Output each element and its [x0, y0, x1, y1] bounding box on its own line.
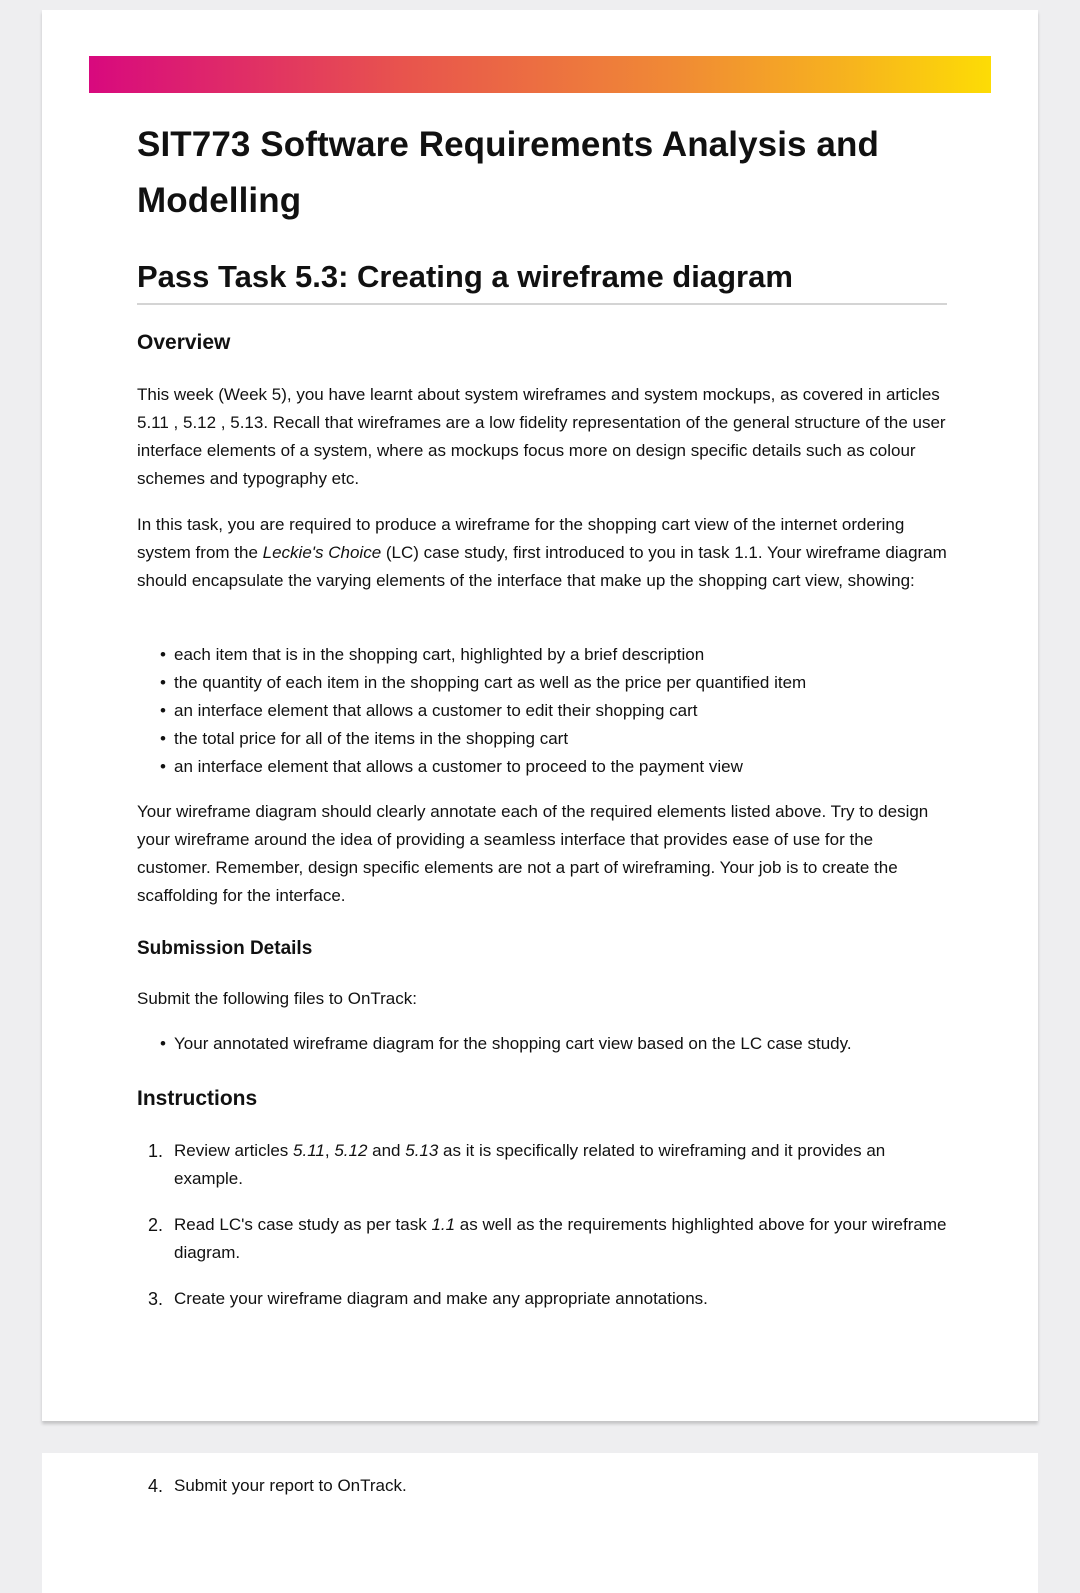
- instruction-step-2: 2. Read LC's case study as per task 1.1 as well as the requirements highlighted above for your wireframe diagram.: [148, 1215, 947, 1262]
- header-gradient-bar: [89, 56, 991, 93]
- overview-paragraph-1: This week (Week 5), you have learnt about system wireframes and system mockups, as covered in articles 5.11 , 5.12 , 5.13. Recall that wireframes are a low fidelity representation of the general structure of the user interface elements of a system, where as mockups focus more on design specific details such as colour schemes and typography etc.: [137, 385, 946, 488]
- overview-paragraph-2: In this task, you are required to produce a wireframe for the shopping cart view of the internet ordering system from the Leckie's Choice (LC) case study, first introduced to you in task 1.1. Your wireframe diagram should encapsulate the varying elements of the interface that make up the shopping cart view, showing:: [137, 515, 947, 590]
- instructions-heading: Instructions: [137, 1087, 258, 1110]
- task-title: Pass Task 5.3: Creating a wireframe diagram: [137, 257, 947, 305]
- submission-list: [137, 1030, 947, 1058]
- overview-heading: Overview: [137, 331, 231, 354]
- instruction-step-3: 3. Create your wireframe diagram and make any appropriate annotations.: [148, 1289, 708, 1309]
- instruction-step-1: 1. Review articles 5.11, 5.12 and 5.13 as it is specifically related to wireframing and it provides an example.: [148, 1141, 886, 1188]
- list-item: • the quantity of each item in the shopping cart as well as the price per quantified item: [137, 669, 947, 697]
- submission-heading: Submission Details: [137, 938, 313, 959]
- instruction-step-4: 4. Submit your report to OnTrack.: [148, 1476, 407, 1496]
- instructions-list: [137, 1137, 947, 1193]
- list-item: • Your annotated wireframe diagram for the shopping cart view based on the LC case study.: [137, 1030, 947, 1058]
- document-page-2: [42, 1453, 1038, 1593]
- requirements-list: [137, 641, 947, 781]
- overview-paragraph-3: Your wireframe diagram should clearly annotate each of the required elements listed above. Try to design your wireframe around the idea of providing a seamless interface that provides ease of use for the customer. Remember, design specific elements are not a part of wireframing. Your job is to create the scaffolding for the interface.: [137, 802, 929, 905]
- list-item: • an interface element that allows a customer to proceed to the payment view: [137, 753, 947, 781]
- document-title: SIT773 Software Requirements Analysis and Modelling: [137, 125, 879, 220]
- document-page-1: [42, 10, 1038, 1421]
- list-item: • an interface element that allows a customer to edit their shopping cart: [137, 697, 947, 725]
- case-study-name: Leckie's Choice: [262, 543, 382, 562]
- list-item: • each item that is in the shopping cart, highlighted by a brief description: [137, 641, 947, 669]
- list-item: • the total price for all of the items in the shopping cart: [137, 725, 947, 753]
- submission-intro: Submit the following files to OnTrack:: [137, 989, 417, 1008]
